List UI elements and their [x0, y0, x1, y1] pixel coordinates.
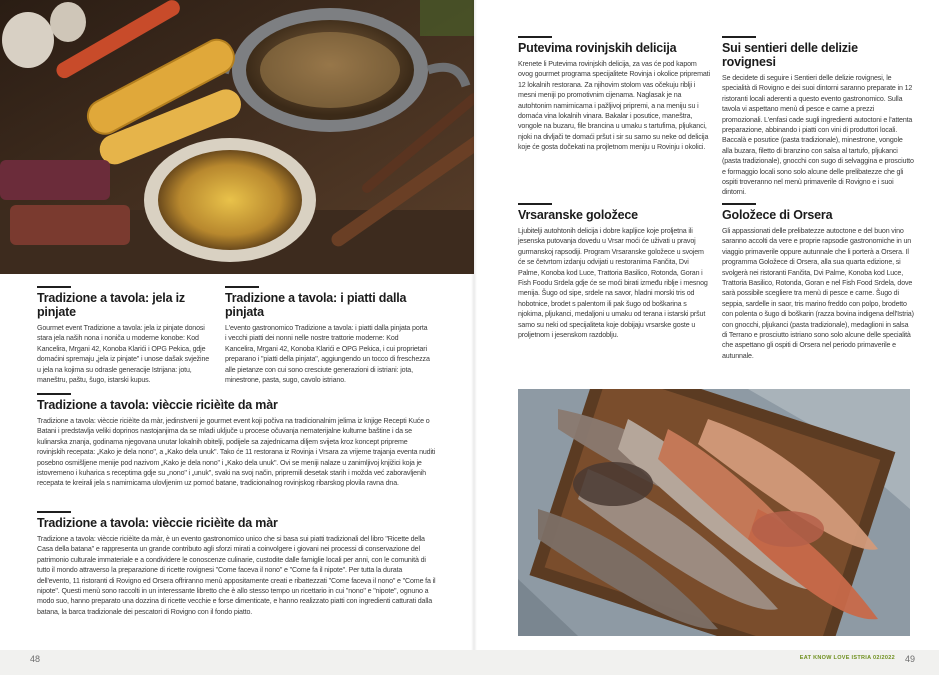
article-tradizione-mar-it — [37, 511, 437, 617]
article-title: Tradizione a tavola: vièccie ricièìte da màr — [37, 398, 278, 412]
article-body: L'evento gastronomico Tradizione a tavola: i piatti dalla pinjata porta i vecchi piatti dei nonni nelle nostre trattorie moderne: Kod Kancelira, Mrgani 42, Konoba Klarići e OPG Pekica, i cui proprietari preparano i "piatti della pinjata", aggiungendo un tocco di freschezza alle pietanze con cui sono cresciute generazioni di istriani: jota, minestrone, pasta, sugo, cavolo istriano. — [225, 324, 430, 385]
page-gutter — [471, 0, 477, 650]
article-title: Putevima rovinjskih delicija — [518, 41, 677, 55]
article-body: Gli appassionati delle prelibatezze autoctone e del buon vino saranno accolti da vere e proprie rapsodie gastronomiche in un viaggio primaverile oppure autunnale che li porterà a Orsera. Il programma Goložece di Orsera, alla sua quarta edizione, si svolgerà nei ristoranti Fančita, Dvi Palme, Konoba kod Luce, Trattoria Basilico, Rotonda, Goran e nel Fish Food Srdela, dove sarà possibile scegliere tra menù di pesce e carne. Šugo di seppia, sardelle in saor, tris marino freddo con polpo, brodetto con polenta o šugo di boškarin (razza bovina indigena dell'Istria) con gnocchi, pljukanci (pasta tradizionale), medaglioni in salsa di Terrano e prosciutto istriano sono solo alcune delle specialità che aspettano gli ospiti di Orsera nel periodo primaverile e autunnale. — [722, 227, 914, 360]
article-body: Tradizione a tavola: vièccie ricièìte da màr, è un evento gastronomico unico che si basa sui piatti tradizionali del libro "Ricette della Casa della batana" e rappresenta un grande contributo agli sforzi mirati a coinvolgere i giovani nei processi di conservazione del patrimonio culturale immateriale e a condividere le conoscenze culinarie, custodite dalle famiglie locali per anni, con le comunità di tutto il mondo attraverso la preparazione di ricette rovignesi "Come faceva il nono" e "Come fa il nipote". Per tutta la durata dell'evento, 11 ristoranti di Rovigno ed Orsera offriranno menù appositamente creati e ribattezzati "Come faceva il nono" e "Come fa il nipote". Questi menù sono raccolti in un interessante libretto che è allo stesso tempo un ricettario in cui "nono" e "nipote", ognuno a modo suo, hanno preparato una dozzina di ricette vecchie e forse dimenticate, e hanno realizzato piatti con ingredienti catturati dalla batana, la barca tradizionale dei pescatori di Rovigno con il fondo piatto. — [37, 535, 436, 616]
article-body: Tradizione a tavola: vièccie ricièìte da màr, jedinstveni je gourmet event koji počiva na tradicionalnim jelima iz knjige Recepti Kuće o Batani i predstavlja veliki doprinos nastojanjima da se mladi uključe u procese očuvanja nematerijalne kulturne baštine i da se kulinarska znanja, godinama njegovana unutar lokalnih obitelji, podijele sa zajednicama diljem svijeta kroz koncept pripreme rovinjskih recepata: „Kako je dela nono", a „Kako dela unuk". Tako će 11 restorana iz Rovinja i Vrsara za vrijeme trajanja eventa nuditi posebno osmišljene menije pod nazivom „Kako je dela nono" i „Kako dela unuk". Ovi se meniji nalaze u zanimljivoj knjižici koja je istovremeno i kuharica s receptima gdje su „nono" i „unuk", svaki na svoj način, pripremili desetak starih i možda već zaboravljenih recepata te kreirali jela s namirnicama ulovljenim uz pomoć batane, tradicionalnog rovinjskog ribarskog plovila ravna dna. — [37, 417, 436, 488]
title-rule — [225, 286, 259, 288]
article-body: Gourmet event Tradizione a tavola: jela iz pinjate donosi stara jela naših nona i noniča u moderne konobe: Kod Kancelira, Mrgani 42, Konoba Klarići i OPG Pekica, gdje domaćini spremaju „jela iz pinjate" i unose dašak svježine u jela na kojima su odrasle generacije Istrijana: jotu, maneštru, paštu, šugo, istarski kupus. — [37, 324, 210, 385]
title-rule — [518, 203, 552, 205]
article-golozece-it — [722, 203, 914, 361]
article-tradizione-pinjate-hr — [37, 286, 212, 385]
article-title: Tradizione a tavola: jela iz pinjate — [37, 291, 185, 319]
footer-bar — [0, 650, 939, 675]
article-body: Ljubitelji autohtonih delicija i dobre kapljice koje proljetna ili jesenska putovanja dovedu u Vrsar moći će uživati u pravoj gurmanskoj rapsodiji. Program Vrsaranske goložece u svojem će se četvrtom izdanju odvijati u restoranima Fančita, Dvi Palme, Konoba kod Luce, Trattoria Basilico, Rotonda, Goran i Fish Foodu Srdela gdje će se moći birati između riblje i mesnog menija. Šugo od sipe, srdele na savor, hladni morski tris od hobotnice, brodet s palentom ili pak šugo od boškarina s njokima, pljukanci, medaljoni u umaku od terana i istarski pršut samo su neki od specijaliteta koje dobijaju vrsarske goste u proljetnom i jesenskom razdoblju. — [518, 227, 708, 340]
article-vrsaranske-hr — [518, 203, 711, 340]
title-rule — [37, 511, 71, 513]
article-title: Sui sentieri delle delizie rovignesi — [722, 41, 858, 69]
article-tradizione-pinjata-it — [225, 286, 430, 385]
fish-crate-photo — [518, 389, 910, 636]
food-photo-pots-corn-beans — [0, 0, 474, 274]
article-sentieri-it — [722, 36, 914, 198]
article-putevima-hr — [518, 36, 711, 153]
title-rule — [722, 36, 756, 38]
article-title: Tradizione a tavola: i piatti dalla pinjata — [225, 291, 407, 319]
title-rule — [722, 203, 756, 205]
title-rule — [37, 286, 71, 288]
article-title: Vrsaranske goložece — [518, 208, 638, 222]
article-body: Se decidete di seguire i Sentieri delle delizie rovignesi, le specialità di Rovigno e dei suoi dintorni saranno preparate in 12 ristoranti locali aderenti a questo evento gastronomico. Sulla tavola vi aspettano menù di pesce e carne a prezzi promozionali. L'enfasi cade sugli ingredienti autoctoni e l'attenta preparazione, abbinando i piatti con vini di produttori locali. Baccalà e posutice (pasta tradizionale), minestrone, vongole alla buzara, filetto di branzino con salsa al tartufo, pljukanci (pasta tradizionale), gnocchi con sugo di selvaggina e prosciutto e formaggio locali sono solo alcune delle prelibatezze che gli ospiti troveranno nel menù primaverile di Rovigno e i suoi dintorni. — [722, 74, 914, 197]
title-rule — [37, 393, 71, 395]
page-number-left: 48 — [30, 654, 41, 664]
article-title: Tradizione a tavola: vièccie ricièìte da màr — [37, 516, 278, 530]
magazine-name: EAT KNOW LOVE ISTRIA 02/2022 — [799, 655, 895, 661]
article-tradizione-mar-hr — [37, 393, 437, 489]
right-page — [474, 0, 939, 675]
article-title: Goložece di Orsera — [722, 208, 833, 222]
title-rule — [518, 36, 552, 38]
article-body: Krenete li Putevima rovinjskih delicija, za vas će pod kapom ovog gourmet programa specijalitete Rovinja i okolice pripremati 12 lokalnih restorana. Za njihovim stolom vas očekuju riblji i mesni meniji po promotivnim cijenama. Naglasak je na autohtonim namirnicama i pažljivoj pripremi, a na meniju su i domaća vina lokalnih vinara. Bakalar i posutice, maneštra, vongole na buzaru, file brancina u umaku s tartufima, pljukanci, njoki na divljači te domaći pršut i sir su samo su neke od delicija koje će gosta dočekati na projletnom meniju u Rovinju i okolici. — [518, 60, 710, 152]
page-number-right: 49 — [904, 654, 915, 664]
